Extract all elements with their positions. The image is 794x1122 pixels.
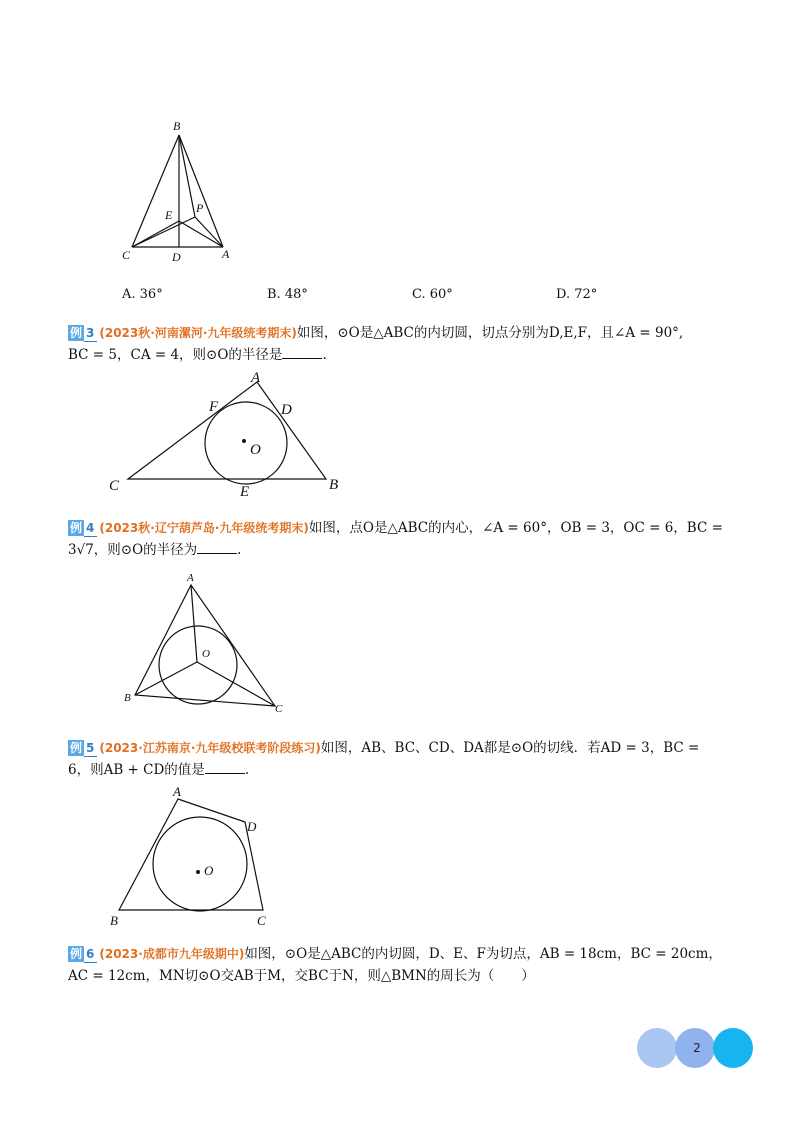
label-c: C — [275, 703, 283, 715]
example-text-end: . — [244, 762, 250, 778]
label-d: D — [172, 250, 181, 264]
segment-pa — [195, 217, 223, 247]
label-e: E — [240, 484, 250, 500]
example-5-line-1 — [68, 737, 728, 759]
example-4-line-1 — [68, 517, 728, 539]
answer-blank — [205, 761, 245, 774]
example-5 — [68, 737, 728, 781]
label-c: C — [122, 248, 131, 262]
example-text-end: . — [237, 542, 242, 558]
example-text-end: . — [322, 347, 327, 363]
choice-c: C. 60° — [412, 287, 453, 302]
example-number: 3 — [84, 326, 97, 342]
example-text: 6，则AB + CD的值是 — [68, 762, 205, 778]
example-label: 例 — [70, 521, 83, 535]
edge-bc — [132, 135, 179, 247]
example-4-line-2 — [68, 539, 728, 561]
label-a: A — [251, 370, 261, 386]
example-text: BC = 5，CA = 4，则⊙O的半径是 — [68, 347, 283, 363]
example-number: 6 — [84, 947, 97, 963]
example-text: 如图，AB、BC、CD、DA都是⊙O的切线．若AD = 3，BC = — [320, 740, 700, 756]
label-b: B — [124, 692, 131, 704]
label-e: E — [165, 208, 173, 222]
label-c: C — [257, 913, 266, 928]
example-source: (2023秋·辽宁葫芦岛·九年级统考期末) — [99, 521, 309, 535]
label-f: F — [209, 399, 219, 415]
label-p: P — [196, 201, 204, 215]
example-source: (2023·成都市九年级期中) — [99, 947, 245, 961]
segment-bp — [179, 135, 195, 217]
triangle-abc — [135, 585, 275, 706]
example-4 — [68, 517, 728, 561]
example-source: (2023·江苏南京·九年级校联考阶段练习) — [99, 741, 321, 755]
answer-choices — [122, 287, 722, 307]
example-6-line-2 — [68, 965, 728, 987]
example-text: AC = 12cm，MN切⊙O交AB于M，交BC于N，则△BMN的周长为（ ） — [68, 968, 535, 984]
center-point-o — [196, 870, 200, 874]
label-o: O — [204, 863, 214, 878]
example-3 — [68, 322, 728, 366]
label-c: C — [109, 478, 120, 494]
segment-ce — [132, 221, 179, 247]
label-a: A — [222, 247, 230, 261]
center-point-o — [242, 439, 246, 443]
inscribed-circle — [153, 817, 247, 911]
segment-co — [197, 662, 275, 706]
badge-circle-right — [713, 1028, 753, 1068]
label-d: D — [281, 402, 292, 418]
example-text: 3√7，则⊙O的半径为 — [68, 542, 198, 558]
example-3-line-2 — [68, 344, 728, 366]
example-source: (2023秋·河南漯河·九年级统考期末) — [99, 326, 297, 340]
example-label: 例 — [70, 947, 83, 961]
answer-blank — [197, 541, 237, 554]
page-number: 2 — [693, 1041, 701, 1055]
choice-a: A. 36° — [122, 287, 163, 302]
label-a: A — [187, 572, 194, 584]
edge-ba — [179, 135, 223, 247]
label-o: O — [202, 648, 210, 660]
example-5-line-2 — [68, 759, 728, 781]
example-6 — [68, 943, 728, 987]
page-number-badge — [637, 1028, 753, 1068]
example-number: 5 — [84, 741, 97, 757]
example-text: 如图，⊙O是△ABC的内切圆，切点分别为D,E,F，且∠A = 90°, — [296, 325, 684, 341]
label-b: B — [110, 913, 118, 928]
figure-tangential-quadrilateral — [105, 780, 285, 930]
segment-bo — [135, 662, 197, 695]
quadrilateral-abcd — [119, 799, 263, 910]
answer-blank — [282, 346, 322, 359]
figure-incircle-triangle — [100, 365, 360, 503]
label-a: A — [173, 784, 181, 799]
segment-cp — [132, 217, 195, 247]
example-6-line-1 — [68, 943, 728, 965]
choice-b: B. 48° — [267, 287, 308, 302]
label-d: D — [247, 819, 257, 834]
label-b: B — [329, 477, 339, 493]
choice-d: D. 72° — [556, 287, 598, 302]
example-text: 如图，点O是△ABC的内心，∠A = 60°，OB = 3，OC = 6，BC = — [308, 520, 723, 536]
badge-circle-left — [637, 1028, 677, 1068]
triangle-abc — [128, 382, 326, 479]
figure-triangle-altitude — [110, 115, 250, 270]
example-label: 例 — [70, 326, 83, 340]
segment-ea — [179, 221, 223, 247]
example-text: 如图，⊙O是△ABC的内切圆，D、E、F为切点，AB = 18cm，BC = 20cm， — [244, 946, 722, 962]
figure-incenter-triangle — [115, 568, 295, 718]
segment-ao — [191, 585, 197, 662]
label-o: O — [250, 442, 261, 458]
example-label: 例 — [70, 741, 83, 755]
example-3-line-1 — [68, 322, 728, 344]
label-b: B — [173, 119, 181, 133]
example-number: 4 — [84, 521, 97, 537]
incircle — [159, 626, 237, 704]
